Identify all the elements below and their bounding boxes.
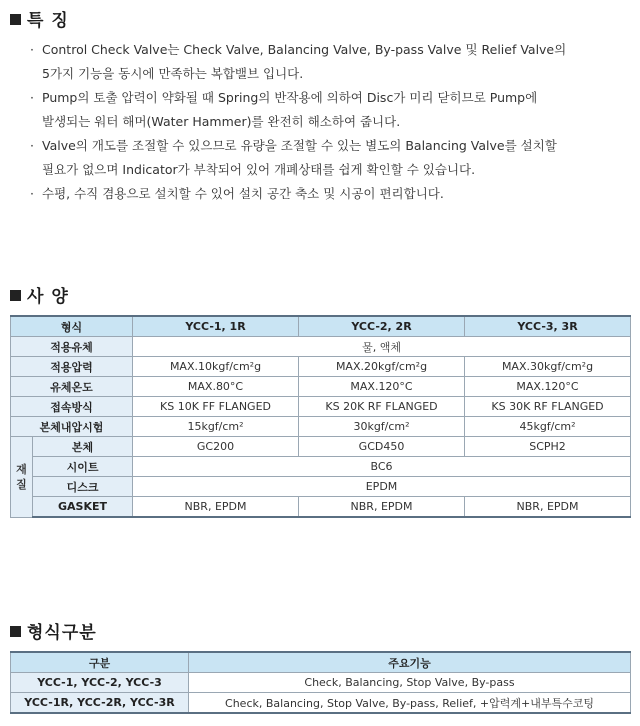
spec-table xyxy=(10,315,631,518)
feature-item xyxy=(30,86,630,134)
types-header-cell: 구분 xyxy=(11,652,189,673)
feature-line: 필요가 없으며 Indicator가 부착되어 있어 개폐상태를 쉽게 확인할 수 있습니다. xyxy=(42,162,476,177)
feature-line: 발생되는 워터 해머(Water Hammer)를 완전히 해소하여 줍니다. xyxy=(42,114,401,129)
row-label: YCC-1R, YCC-2R, YCC-3R xyxy=(11,693,189,714)
material-label: 재 질 xyxy=(11,437,33,518)
spec-row-test xyxy=(11,417,631,437)
spec-row-seat xyxy=(11,457,631,477)
row-label: 적용압력 xyxy=(11,357,133,377)
table-row xyxy=(11,673,631,693)
spec-row-temp xyxy=(11,377,631,397)
spec-header-cell: YCC-1, 1R xyxy=(133,316,299,337)
table-cell: 30kgf/cm² xyxy=(299,417,465,437)
spec-row-body xyxy=(11,437,631,457)
features-title: 특 징 xyxy=(27,11,69,31)
table-cell: 15kgf/cm² xyxy=(133,417,299,437)
table-cell: MAX.10kgf/cm²g xyxy=(133,357,299,377)
bullet-dot: · xyxy=(30,138,34,153)
feature-line: 수평, 수직 겸용으로 설치할 수 있어 설치 공간 축소 및 시공이 편리합니다. xyxy=(42,186,444,201)
table-cell: 45kgf/cm² xyxy=(465,417,631,437)
table-cell: NBR, EPDM xyxy=(299,497,465,518)
feature-item xyxy=(30,182,630,206)
feature-line: Pump의 토출 압력이 약화될 때 Spring의 반작용에 의하여 Disc가 미리 닫히므로 Pump에 xyxy=(42,90,538,105)
table-cell: Check, Balancing, Stop Valve, By-pass, Relief, +압력계+내부특수코팅 xyxy=(189,693,631,714)
spec-header-cell: 형식 xyxy=(11,316,133,337)
row-label: 디스크 xyxy=(33,477,133,497)
table-cell: MAX.120°C xyxy=(465,377,631,397)
row-label: 본체 xyxy=(33,437,133,457)
table-cell: MAX.80°C xyxy=(133,377,299,397)
table-cell: MAX.20kgf/cm²g xyxy=(299,357,465,377)
square-bullet-icon xyxy=(10,290,21,301)
row-label: YCC-1, YCC-2, YCC-3 xyxy=(11,673,189,693)
row-label: 본체내압시험 xyxy=(11,417,133,437)
spec-row-gasket xyxy=(11,497,631,518)
types-header-cell: 주요기능 xyxy=(189,652,631,673)
square-bullet-icon xyxy=(10,626,21,637)
spec-title: 사 양 xyxy=(27,287,69,307)
types-table xyxy=(10,651,631,714)
table-cell: MAX.120°C xyxy=(299,377,465,397)
table-cell: 물, 액체 xyxy=(133,337,631,357)
bullet-dot: · xyxy=(30,42,34,57)
table-cell: KS 20K RF FLANGED xyxy=(299,397,465,417)
spec-heading xyxy=(10,282,69,307)
table-cell: GCD450 xyxy=(299,437,465,457)
bullet-dot: · xyxy=(30,186,34,201)
types-title: 형식구분 xyxy=(27,623,97,643)
feature-item xyxy=(30,134,630,182)
row-label: 시이트 xyxy=(33,457,133,477)
table-cell: Check, Balancing, Stop Valve, By-pass xyxy=(189,673,631,693)
row-label: 유체온도 xyxy=(11,377,133,397)
table-cell: EPDM xyxy=(133,477,631,497)
table-cell: MAX.30kgf/cm²g xyxy=(465,357,631,377)
types-heading xyxy=(10,618,97,643)
table-cell: KS 30K RF FLANGED xyxy=(465,397,631,417)
row-label: GASKET xyxy=(33,497,133,518)
features-list xyxy=(30,38,630,206)
table-cell: BC6 xyxy=(133,457,631,477)
feature-line: 5가지 기능을 동시에 만족하는 복합밸브 입니다. xyxy=(42,66,304,81)
feature-line: Control Check Valve는 Check Valve, Balancing Valve, By-pass Valve 및 Relief Valve의 xyxy=(42,42,567,57)
features-heading xyxy=(10,6,69,31)
feature-line: Valve의 개도를 조절할 수 있으므로 유량을 조절할 수 있는 별도의 Balancing Valve를 설치할 xyxy=(42,138,557,153)
feature-item xyxy=(30,38,630,86)
types-header-row xyxy=(11,652,631,673)
spec-row-fluid xyxy=(11,337,631,357)
table-cell: NBR, EPDM xyxy=(133,497,299,518)
spec-header-cell: YCC-2, 2R xyxy=(299,316,465,337)
square-bullet-icon xyxy=(10,14,21,25)
spec-row-connection xyxy=(11,397,631,417)
spec-header-row xyxy=(11,316,631,337)
spec-header-cell: YCC-3, 3R xyxy=(465,316,631,337)
table-cell: GC200 xyxy=(133,437,299,457)
table-cell: NBR, EPDM xyxy=(465,497,631,518)
bullet-dot: · xyxy=(30,90,34,105)
spec-row-disc xyxy=(11,477,631,497)
table-row xyxy=(11,693,631,714)
row-label: 적용유체 xyxy=(11,337,133,357)
spec-row-pressure xyxy=(11,357,631,377)
row-label: 접속방식 xyxy=(11,397,133,417)
table-cell: KS 10K FF FLANGED xyxy=(133,397,299,417)
table-cell: SCPH2 xyxy=(465,437,631,457)
